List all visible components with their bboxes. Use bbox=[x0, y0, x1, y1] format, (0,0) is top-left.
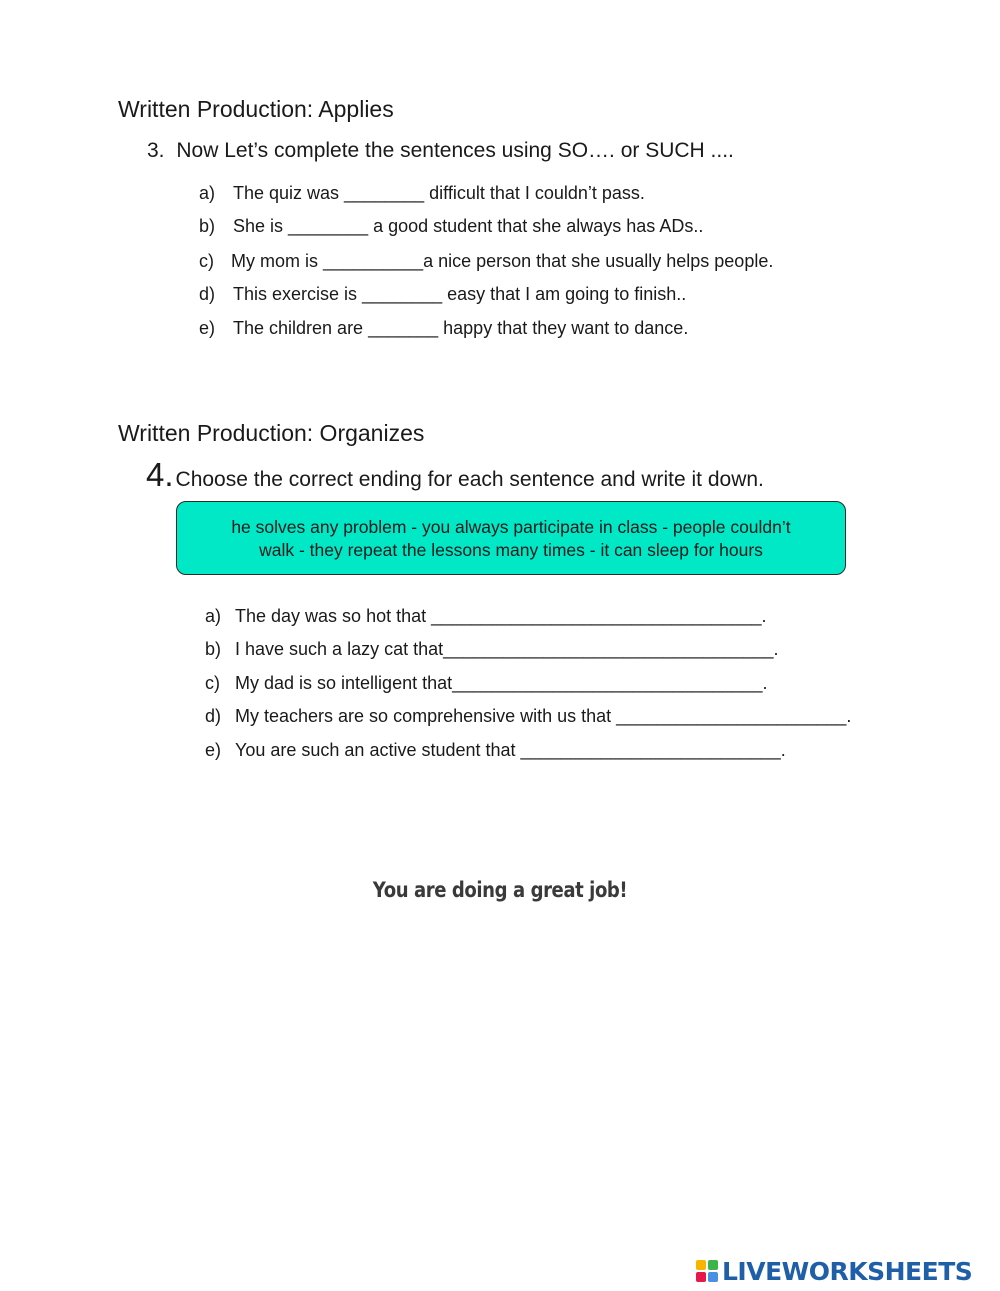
q3-item-letter: d) bbox=[199, 284, 216, 304]
q4-item-d[interactable] bbox=[205, 706, 851, 727]
q4-item-letter: d) bbox=[205, 706, 222, 726]
answer-options-box bbox=[176, 501, 846, 575]
question-3-text: Now Let’s complete the sentences using SO…. or SUCH .... bbox=[176, 139, 734, 162]
q3-item-text: The children are _______ happy that they want to dance. bbox=[233, 318, 689, 338]
q3-item-text: This exercise is ________ easy that I am going to finish.. bbox=[233, 284, 687, 304]
section-title-organizes: Written Production: Organizes bbox=[118, 420, 425, 446]
q3-item-text: She is ________ a good student that she always has ADs.. bbox=[233, 216, 704, 236]
answer-options-line-2: walk - they repeat the lessons many times - it can sleep for hours bbox=[259, 540, 763, 560]
liveworksheets-logo-icon bbox=[696, 1260, 718, 1282]
q4-item-letter: e) bbox=[205, 740, 222, 760]
encouragement-message: You are doing a great job! bbox=[372, 878, 628, 902]
q3-item-letter: e) bbox=[199, 318, 216, 338]
q3-item-text: My mom is __________a nice person that she usually helps people. bbox=[231, 251, 774, 271]
q4-item-text: The day was so hot that _________________________________. bbox=[235, 606, 767, 626]
q4-item-letter: c) bbox=[205, 673, 220, 693]
logo-mark-square-3 bbox=[696, 1272, 706, 1282]
question-3-number: 3. bbox=[147, 139, 165, 162]
q4-item-letter: a) bbox=[205, 606, 222, 626]
q4-item-a[interactable] bbox=[205, 606, 766, 627]
q4-item-text: My teachers are so comprehensive with us that _______________________. bbox=[235, 706, 852, 726]
liveworksheets-logo-text: LIVEWORKSHEETS bbox=[722, 1256, 973, 1286]
q3-item-letter: b) bbox=[199, 216, 216, 236]
question-4-text: Choose the correct ending for each sentence and write it down. bbox=[175, 468, 764, 491]
q3-item-letter: c) bbox=[199, 251, 214, 271]
question-4 bbox=[146, 458, 764, 492]
q3-item-d[interactable] bbox=[199, 284, 686, 305]
q3-item-a[interactable] bbox=[199, 183, 645, 204]
q4-item-text: My dad is so intelligent that_______________________________. bbox=[235, 673, 768, 693]
logo-mark-square-4 bbox=[708, 1272, 718, 1282]
q3-item-e[interactable] bbox=[199, 318, 688, 339]
q4-item-c[interactable] bbox=[205, 673, 767, 694]
question-3 bbox=[147, 139, 734, 163]
q4-item-text: I have such a lazy cat that_________________________________. bbox=[235, 639, 779, 659]
q3-item-text: The quiz was ________ difficult that I couldn’t pass. bbox=[233, 183, 645, 203]
q3-item-b[interactable] bbox=[199, 216, 703, 237]
q4-item-text: You are such an active student that __________________________. bbox=[235, 740, 786, 760]
logo-mark-square-2 bbox=[708, 1260, 718, 1270]
logo-mark-square-1 bbox=[696, 1260, 706, 1270]
q3-item-c[interactable] bbox=[199, 251, 773, 272]
q4-item-e[interactable] bbox=[205, 740, 786, 761]
answer-options-line-1: he solves any problem - you always participate in class - people couldn’t bbox=[231, 517, 791, 537]
q4-item-letter: b) bbox=[205, 639, 222, 659]
liveworksheets-logo[interactable] bbox=[696, 1257, 972, 1285]
q4-item-b[interactable] bbox=[205, 639, 778, 660]
q3-item-letter: a) bbox=[199, 183, 216, 203]
question-4-number: 4. bbox=[146, 456, 174, 493]
section-title-applies: Written Production: Applies bbox=[118, 96, 394, 122]
